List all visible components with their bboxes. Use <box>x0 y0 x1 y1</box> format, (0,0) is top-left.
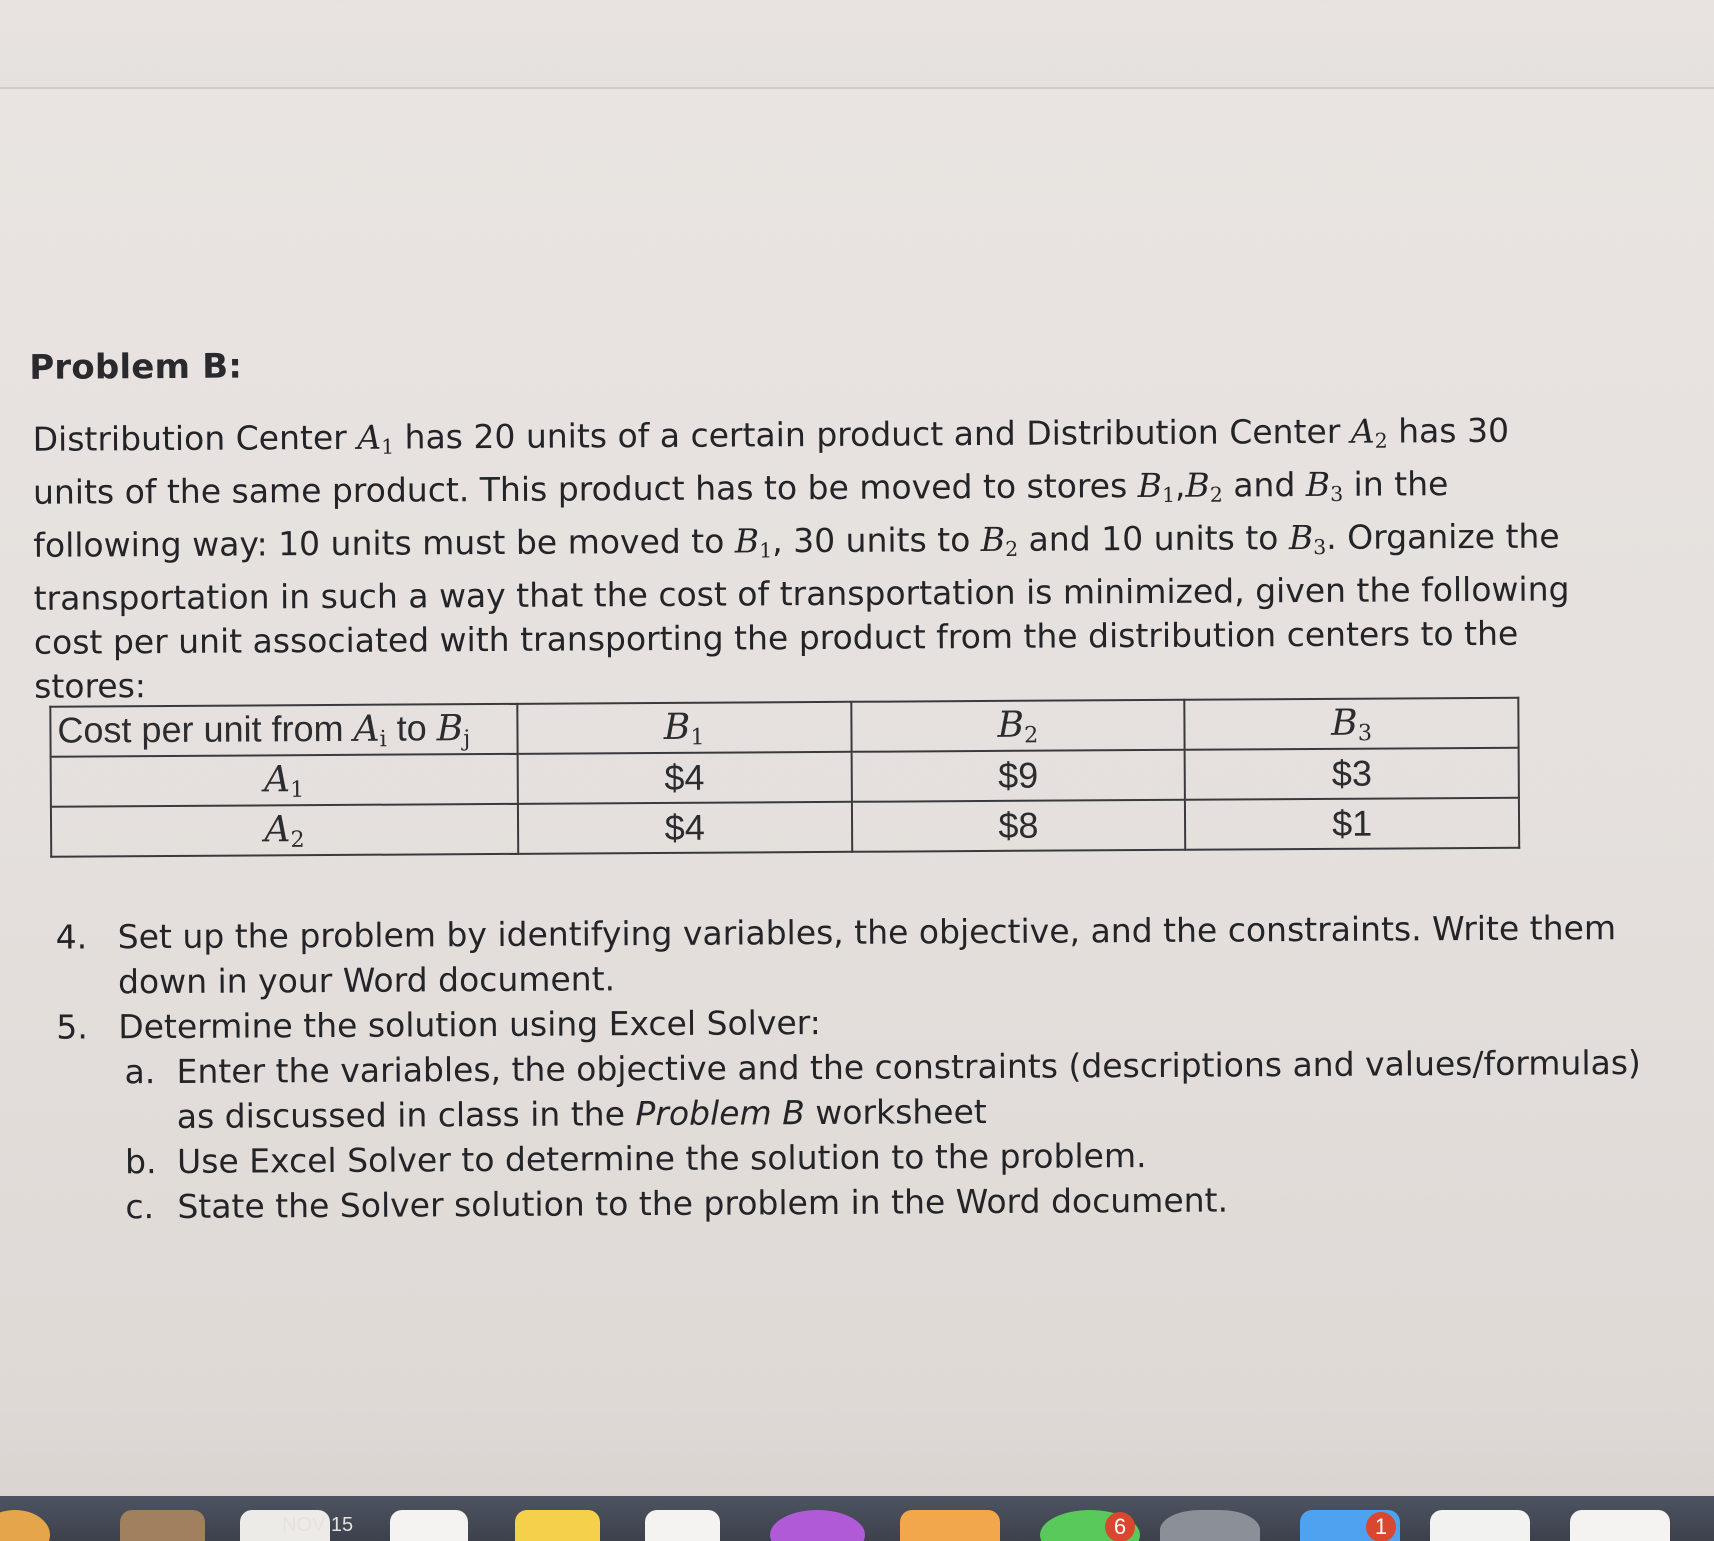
math-b1: $B_1$ <box>734 521 773 563</box>
stickies-icon[interactable] <box>515 1510 600 1541</box>
math-a2: $A_2$ <box>1350 411 1388 453</box>
dock <box>0 1496 1714 1541</box>
cost-cell: $4 <box>517 752 851 804</box>
list-item-text: Set up the problem by identifying variables, the objective, and the constraints. Write them down in your Word document. <box>117 908 1617 1002</box>
cost-cell: $8 <box>851 800 1185 852</box>
sub-list-item <box>57 1175 1657 1230</box>
description-text: . Organize the transportation in such a way that the cost of transportation is minimized, given the following cost per unit associated with transporting the product from the distribution centers to the stores: <box>33 516 1570 707</box>
math-a1: $A_1$ <box>357 417 395 459</box>
list-letter: c. <box>125 1187 155 1227</box>
description-text: in the following way: 10 units must be moved to <box>33 464 1449 566</box>
problem-description <box>33 408 1595 709</box>
notification-badge: 1 <box>1366 1512 1396 1541</box>
description-text: has 20 units of a certain product and Distribution Center <box>393 411 1351 457</box>
table-row <box>51 798 1519 857</box>
task-list <box>56 905 1658 1230</box>
podcasts-icon[interactable] <box>770 1510 865 1541</box>
app-icon[interactable] <box>645 1510 720 1541</box>
description-text: and 10 units to <box>1018 518 1290 560</box>
description-text: has 30 units of the same product. This product has to be moved to stores <box>32 410 1510 512</box>
app-icon[interactable] <box>1430 1510 1530 1541</box>
app-icon[interactable] <box>1570 1510 1670 1541</box>
row-header-a2: $A_2$ <box>51 804 518 857</box>
cost-cell: $3 <box>1185 748 1519 800</box>
list-item <box>56 905 1657 1005</box>
cost-table <box>49 697 1520 858</box>
column-header-b3: $B_3$ <box>1185 698 1519 750</box>
sub-list-item <box>56 1040 1657 1140</box>
table-row <box>51 748 1519 807</box>
preview-icon[interactable] <box>390 1510 468 1541</box>
mail-icon[interactable] <box>1160 1510 1260 1541</box>
notes-app-icon[interactable] <box>120 1510 205 1541</box>
cost-cell: $4 <box>518 802 852 854</box>
list-item-text: State the Solver solution to the problem in the Word document. <box>177 1180 1229 1226</box>
table-header-row <box>50 698 1518 757</box>
description-text: Distribution Center <box>32 417 358 459</box>
worksheet-name: Problem B <box>635 1093 805 1134</box>
math-b3: $B_3$ <box>1288 518 1327 560</box>
description-text: and <box>1222 465 1306 505</box>
cost-cell: $9 <box>851 750 1185 802</box>
column-header-b2: $B_2$ <box>851 700 1185 752</box>
table-header-cell: Cost per unit from $A_i$ to $B_j$ <box>50 704 517 757</box>
calendar-date: NOV 15 <box>282 1514 354 1536</box>
math-b2: $B_2$ <box>1185 465 1223 507</box>
row-header-a1: $A_1$ <box>51 754 518 807</box>
cost-cell: $1 <box>1185 798 1519 850</box>
list-item-text: worksheet <box>804 1091 987 1133</box>
list-letter: a. <box>124 1052 156 1092</box>
notification-badge: 6 <box>1105 1512 1135 1541</box>
list-number: 5. <box>56 1007 88 1047</box>
math-b2: $B_2$ <box>980 520 1019 562</box>
list-item-text: Determine the solution using Excel Solver: <box>118 1003 821 1047</box>
math-b1: $B_1$ <box>1137 466 1176 508</box>
description-separator: , <box>1174 465 1186 505</box>
list-item-text: Enter the variables, the objective and the constraints (descriptions and values/formulas) as discussed in class in the <box>176 1042 1641 1136</box>
column-header-b1: $B_1$ <box>517 702 851 754</box>
list-item-text: Use Excel Solver to determine the solution to the problem. <box>176 1136 1147 1181</box>
list-number: 4. <box>55 917 88 957</box>
problem-title: Problem B: <box>29 346 243 388</box>
finder-icon[interactable] <box>0 1510 50 1541</box>
list-letter: b. <box>124 1142 157 1182</box>
math-b3: $B_3$ <box>1305 464 1344 507</box>
description-text: , 30 units to <box>772 520 981 561</box>
pages-icon[interactable] <box>900 1510 1000 1541</box>
